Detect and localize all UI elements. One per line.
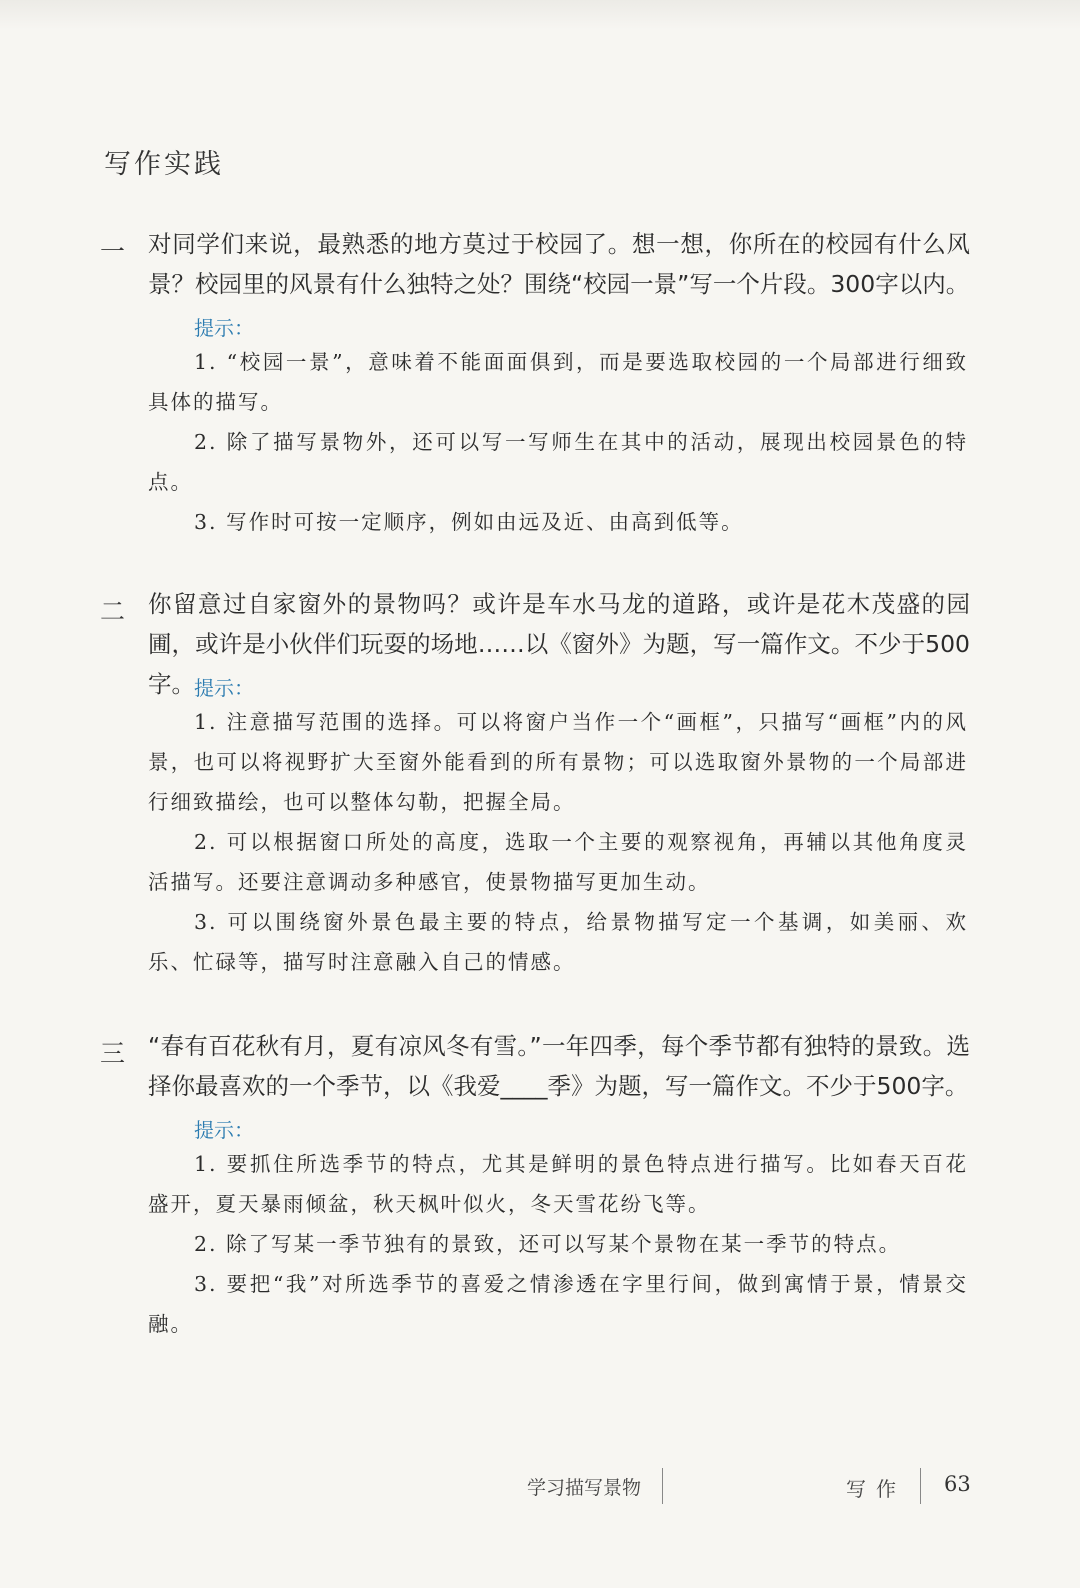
exercise-prompt: “春有百花秋有月，夏有凉风冬有雪。”一年四季，每个季节都有独特的景致。选择你最喜欢的一个季节，以《我爱____季》为题，写一篇作文。不少于500字。 (148, 1032, 970, 1100)
page-number: 63 (944, 1472, 971, 1496)
tip-item: 3. 要把“我”对所选季节的喜爱之情渗透在字里行间，做到寓情于景，情景交融。 (148, 1272, 968, 1336)
section-heading: 写作实践 (104, 149, 224, 180)
tip-item: 1. “校园一景”，意味着不能面面俱到，而是要选取校园的一个局部进行细致具体的描写。 (148, 350, 968, 414)
tip-item: 3. 写作时可按一定顺序，例如由远及近、由高到低等。 (194, 510, 744, 534)
tip-item: 2. 可以根据窗口所处的高度，选取一个主要的观察视角，再辅以其他角度灵活描写。还要注意调动多种感官，使景物描写更加生动。 (148, 830, 968, 894)
footer-category: 写作 (846, 1477, 906, 1501)
tip-item: 2. 除了写某一季节独有的景致，还可以写某个景物在某一季节的特点。 (194, 1232, 902, 1256)
tip-label: 提示： (194, 316, 254, 340)
tip-label: 提示： (194, 676, 254, 700)
exercise-number: 一 (100, 237, 126, 266)
tip-label: 提示： (194, 1118, 254, 1142)
tip-item: 3. 可以围绕窗外景色最主要的特点，给景物描写定一个基调，如美丽、欢乐、忙碌等，描写时注意融入自己的情感。 (148, 910, 968, 974)
exercise-number: 二 (100, 597, 126, 626)
tip-item: 2. 除了描写景物外，还可以写一写师生在其中的活动，展现出校园景色的特点。 (148, 430, 968, 494)
footer-divider (920, 1468, 921, 1504)
exercise-prompt: 你留意过自家窗外的景物吗？或许是车水马龙的道路，或许是花木茂盛的园圃，或许是小伙伴们玩耍的场地……以《窗外》为题，写一篇作文。不少于500字。 (148, 590, 970, 698)
tip-item: 1. 要抓住所选季节的特点，尤其是鲜明的景色特点进行描写。比如春天百花盛开，夏天暴雨倾盆，秋天枫叶似火，冬天雪花纷飞等。 (148, 1152, 968, 1216)
page-top-shadow (0, 0, 1080, 30)
exercise-prompt: 对同学们来说，最熟悉的地方莫过于校园了。想一想，你所在的校园有什么风景？校园里的风景有什么独特之处？围绕“校园一景”写一个片段。300字以内。 (148, 230, 970, 298)
exercise-number: 三 (100, 1039, 126, 1068)
tip-item: 1. 注意描写范围的选择。可以将窗户当作一个“画框”，只描写“画框”内的风景，也可以将视野扩大至窗外能看到的所有景物；可以选取窗外景物的一个局部进行细致描绘，也可以整体勾勒，把握全局。 (148, 710, 968, 814)
footer-divider (662, 1468, 663, 1504)
footer-unit-title: 学习描写景物 (527, 1477, 642, 1499)
